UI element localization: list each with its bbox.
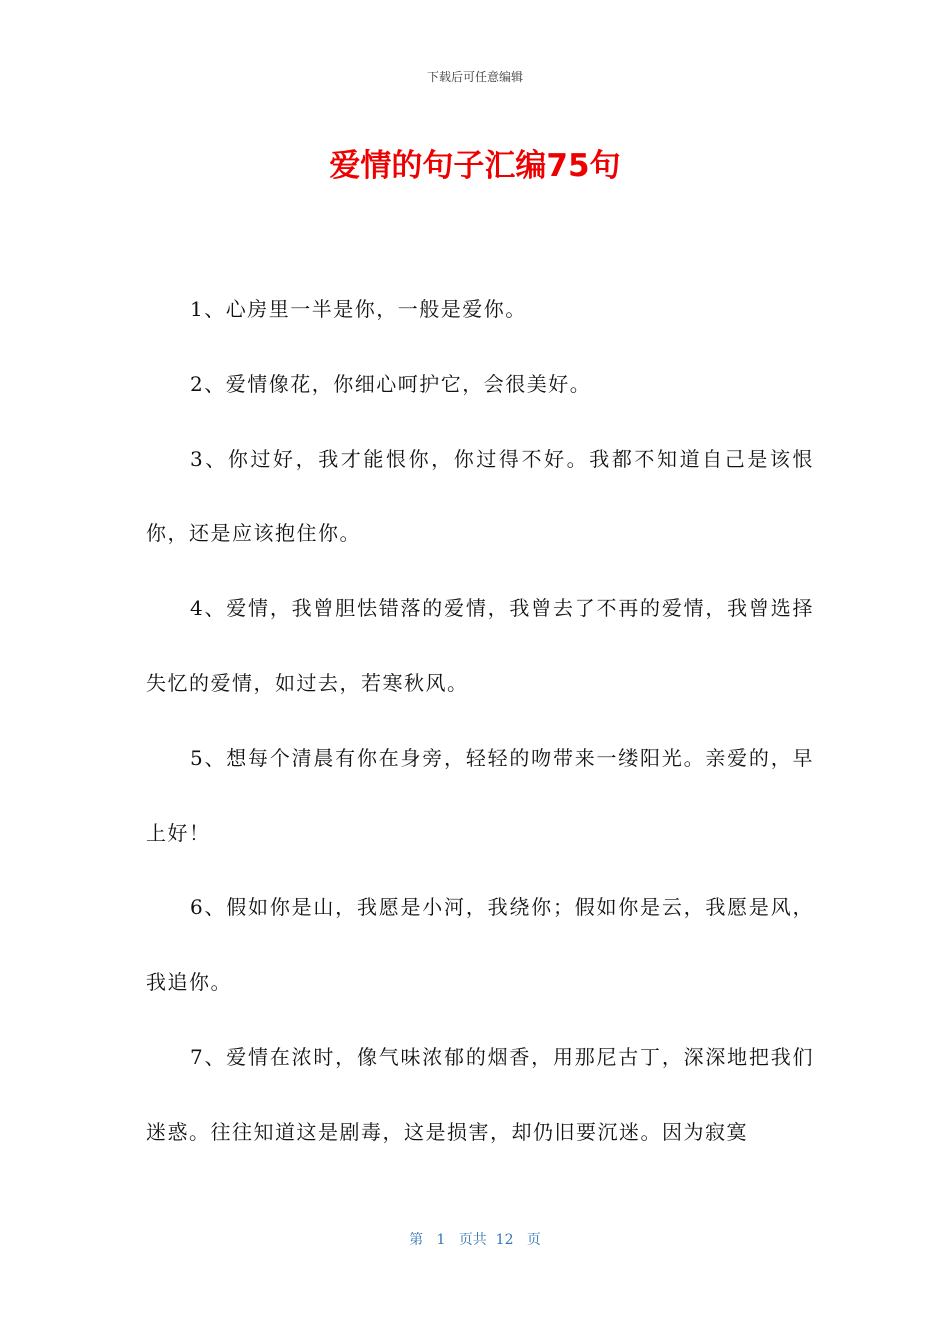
footer-suffix: 页 bbox=[526, 1232, 541, 1248]
footer-prefix: 第 bbox=[409, 1232, 424, 1248]
paragraph-1: 1、心房里一半是你，一般是爱你。 bbox=[190, 297, 527, 321]
header-note: 下载后可任意编辑 bbox=[426, 70, 523, 84]
footer-total-pages: 12 bbox=[495, 1232, 514, 1248]
footer-current-page: 1 bbox=[436, 1232, 446, 1248]
paragraph-2: 2、爱情像花，你细心呵护它，会很美好。 bbox=[190, 371, 592, 396]
paragraph-4: 4、爱情，我曾胆怯错落的爱情，我曾去了不再的爱情，我曾选择失忆的爱情，如过去，若寒秋风。 bbox=[146, 596, 814, 695]
paragraph-3: 3、你过好，我才能恨你，你过得不好。我都不知道自己是该恨你，还是应该抱住你。 bbox=[146, 446, 814, 546]
paragraph-7: 7、爱情在浓时，像气味浓郁的烟香，用那尼古丁，深深地把我们迷惑。往往知道这是剧毒，这是损害，却仍旧要沉迷。因为寂寞 bbox=[146, 1044, 814, 1144]
paragraph-6: 6、假如你是山，我愿是小河，我绕你；假如你是云，我愿是风，我追你。 bbox=[146, 895, 814, 995]
footer-middle: 页共 bbox=[458, 1232, 487, 1248]
document-body bbox=[146, 272, 814, 1170]
paragraph-5: 5、想每个清晨有你在身旁，轻轻的吻带来一缕阳光。亲爱的，早上好！ bbox=[146, 745, 814, 845]
page-footer bbox=[0, 1229, 950, 1249]
document-title: 爱情的句子汇编75句 bbox=[329, 148, 621, 184]
